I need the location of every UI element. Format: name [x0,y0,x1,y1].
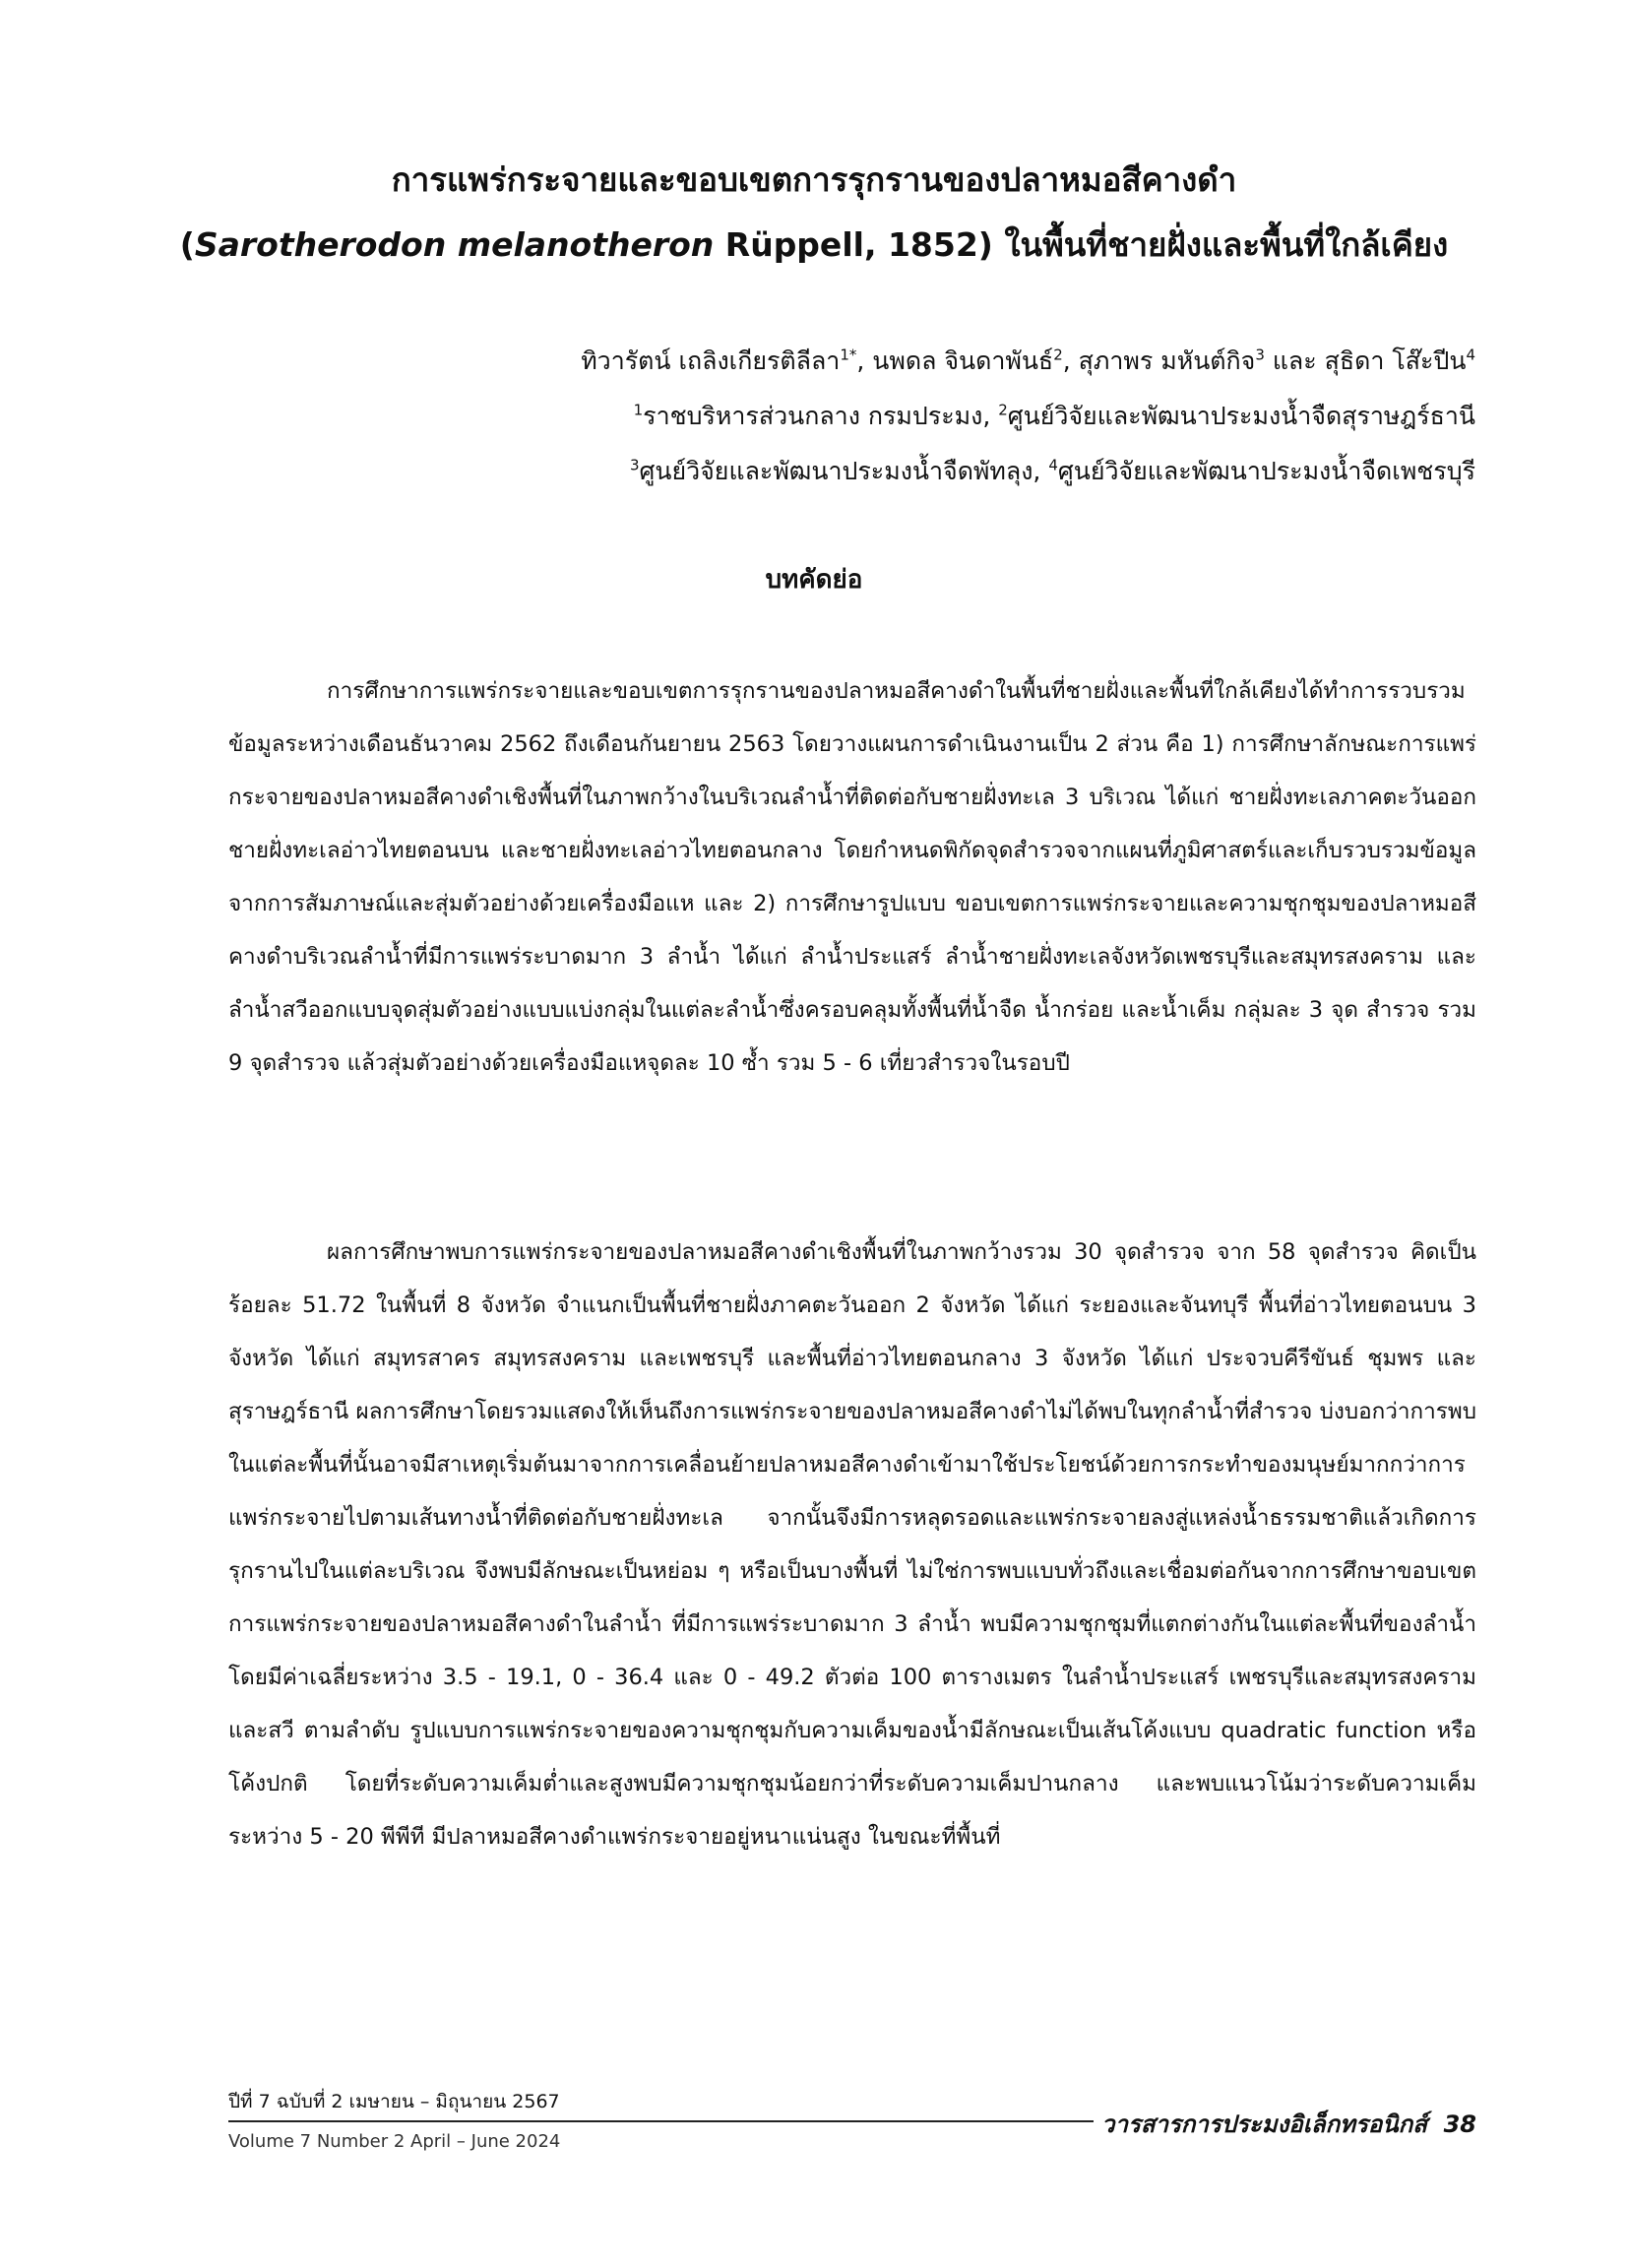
affiliation-text: ศูนย์วิจัยและพัฒนาประมงน้ำจืดเพชรบุรี [1057,457,1475,485]
paper-title-line-1: การแพร่กระจายและขอบเขตการรุกรานของปลาหมอสีคางดำ [391,160,1237,199]
title-line-2-rest: Rüppell, 1852) ในพื้นที่ชายฝั่งและพื้นที่ใกล้เคียง [714,225,1449,264]
abstract-heading: บทคัดย่อ [765,565,863,595]
author-list [581,337,1475,386]
author-name: , สุภาพร มหันต์กิจ [1062,346,1256,375]
affiliation-text: ศูนย์วิจัยและพัฒนาประมงน้ำจืดสุราษฎร์ธานี [1007,402,1475,430]
author-name: และ สุธิดา โส๊ะปีน [1264,346,1467,375]
footer-issue-thai: ปีที่ 7 ฉบับที่ 2 เมษายน – มิถุนายน 2567 [228,2091,560,2112]
author-name: , นพดล จินดาพันธ์ [856,346,1054,375]
affiliation-line-2 [630,447,1475,496]
author-mark: 4 [1466,346,1475,364]
paper-title-line-2 [0,213,1628,278]
journal-name: วารสารการประมงอิเล็กทรอนิกส์ [1100,2110,1427,2138]
species-name: Sarotherodon melanotheron [194,225,715,264]
author-mark: 3 [1255,346,1265,364]
abstract-paragraph-1: การศึกษาการแพร่กระจายและขอบเขตการรุกรานของปลาหมอสีคางดำในพื้นที่ชายฝั่งและพื้นที่ใกล้เคียงได้ทำการรวบรวมข้อมูลระหว่างเดือนธันวาคม 2562 ถึงเดือนกันยายน 2563 โดยวางแผนการดำเนินงานเป็น 2 ส่วน คือ 1) การศึกษาลักษณะการแพร่กระจายของปลาหมอสีคางดำเชิงพื้นที่ในภาพกว้างในบริเวณลำน้ำที่ติดต่อกับชายฝั่งทะเล 3 บริเวณ ได้แก่ ชายฝั่งทะเลภาคตะวันออก ชายฝั่งทะเลอ่าวไทยตอนบน และชายฝั่งทะเลอ่าวไทยตอนกลาง โดยกำหนดพิกัดจุดสำรวจจากแผนที่ภูมิศาสตร์และเก็บรวบรวมข้อมูลจากการสัมภาษณ์และสุ่มตัวอย่างด้วยเครื่องมือแห และ 2) การศึกษารูปแบบ ขอบเขตการแพร่กระจายและความชุกชุมของปลาหมอสีคางดำบริเวณลำน้ำที่มีการแพร่ระบาดมาก 3 ลำน้ำ ได้แก่ ลำน้ำประแสร์ ลำน้ำชายฝั่งทะเลจังหวัดเพชรบุรีและสมุทรสงคราม และลำน้ำสวีออกแบบจุดสุ่มตัวอย่างแบบแบ่งกลุ่มในแต่ละลำน้ำซึ่งครอบคลุมทั้งพื้นที่น้ำจืด น้ำกร่อย และน้ำเค็ม กลุ่มละ 3 จุด สำรวจ รวม 9 จุดสำรวจ แล้วสุ่มตัวอย่างด้วยเครื่องมือแหจุดละ 10 ซ้ำ รวม 5 - 6 เที่ยวสำรวจในรอบปี [228,678,1476,1076]
footer-issue-english: Volume 7 Number 2 April – June 2024 [228,2131,561,2152]
affiliation-text: ราชบริหารส่วนกลาง กรมประมง, [643,402,999,430]
author-mark: 2 [1053,346,1063,364]
title-open-paren: ( [179,225,195,264]
page-number: 38 [1443,2110,1476,2138]
affiliation-mark: 4 [1048,456,1058,474]
affiliation-mark: 3 [629,456,640,474]
affiliation-mark: 1 [633,401,644,419]
footer-journal [1094,2105,1476,2143]
author-name: ทิวารัตน์ เถลิงเกียรติลีลา [581,346,841,375]
author-mark: 1* [840,346,857,364]
affiliation-mark: 2 [998,401,1008,419]
abstract-paragraph-2: ผลการศึกษาพบการแพร่กระจายของปลาหมอสีคางดำเชิงพื้นที่ในภาพกว้างรวม 30 จุดสำรวจ จาก 58 จุดสำรวจ คิดเป็นร้อยละ 51.72 ในพื้นที่ 8 จังหวัด จำแนกเป็นพื้นที่ชายฝั่งภาคตะวันออก 2 จังหวัด ได้แก่ ระยองและจันทบุรี พื้นที่อ่าวไทยตอนบน 3 จังหวัด ได้แก่ สมุทรสาคร สมุทรสงคราม และเพชรบุรี และพื้นที่อ่าวไทยตอนกลาง 3 จังหวัด ได้แก่ ประจวบคีรีขันธ์ ชุมพร และสุราษฎร์ธานี ผลการศึกษาโดยรวมแสดงให้เห็นถึงการแพร่กระจายของปลาหมอสีคางดำไม่ได้พบในทุกลำน้ำที่สำรวจ บ่งบอกว่าการพบในแต่ละพื้นที่นั้นอาจมีสาเหตุเริ่มต้นมาจากการเคลื่อนย้ายปลาหมอสีคางดำเข้ามาใช้ประโยชน์ด้วยการกระทำของมนุษย์มากกว่าการแพร่กระจายไปตามเส้นทางน้ำที่ติดต่อกับชายฝั่งทะเล จากนั้นจึงมีการหลุดรอดและแพร่กระจายลงสู่แหล่งน้ำธรรมชาติแล้วเกิดการรุกรานไปในแต่ละบริเวณ จึงพบมีลักษณะเป็นหย่อม ๆ หรือเป็นบางพื้นที่ ไม่ใช่การพบแบบทั่วถึงและเชื่อมต่อกันจากการศึกษาขอบเขตการแพร่กระจายของปลาหมอสีคางดำในลำน้ำ ที่มีการแพร่ระบาดมาก 3 ลำน้ำ พบมีความชุกชุมที่แตกต่างกันในแต่ละพื้นที่ของลำน้ำ โดยมีค่าเฉลี่ยระหว่าง 3.5 - 19.1, 0 - 36.4 และ 0 - 49.2 ตัวต่อ 100 ตารางเมตร ในลำน้ำประแสร์ เพชรบุรีและสมุทรสงคราม และสวี ตามลำดับ รูปแบบการแพร่กระจายของความชุกชุมกับความเค็มของน้ำมีลักษณะเป็นเส้นโค้งแบบ quadratic function หรือโค้งปกติ โดยที่ระดับความเค็มต่ำและสูงพบมีความชุกชุมน้อยกว่าที่ระดับความเค็มปานกลาง และพบแนวโน้มว่าระดับความเค็มระหว่าง 5 - 20 พีพีที มีปลาหมอสีคางดำแพร่กระจายอยู่หนาแน่นสูง ในขณะที่พื้นที่ [228,1239,1476,1850]
affiliation-text: ศูนย์วิจัยและพัฒนาประมงน้ำจืดพัทลุง, [639,457,1049,485]
affiliation-line-1 [634,392,1475,441]
